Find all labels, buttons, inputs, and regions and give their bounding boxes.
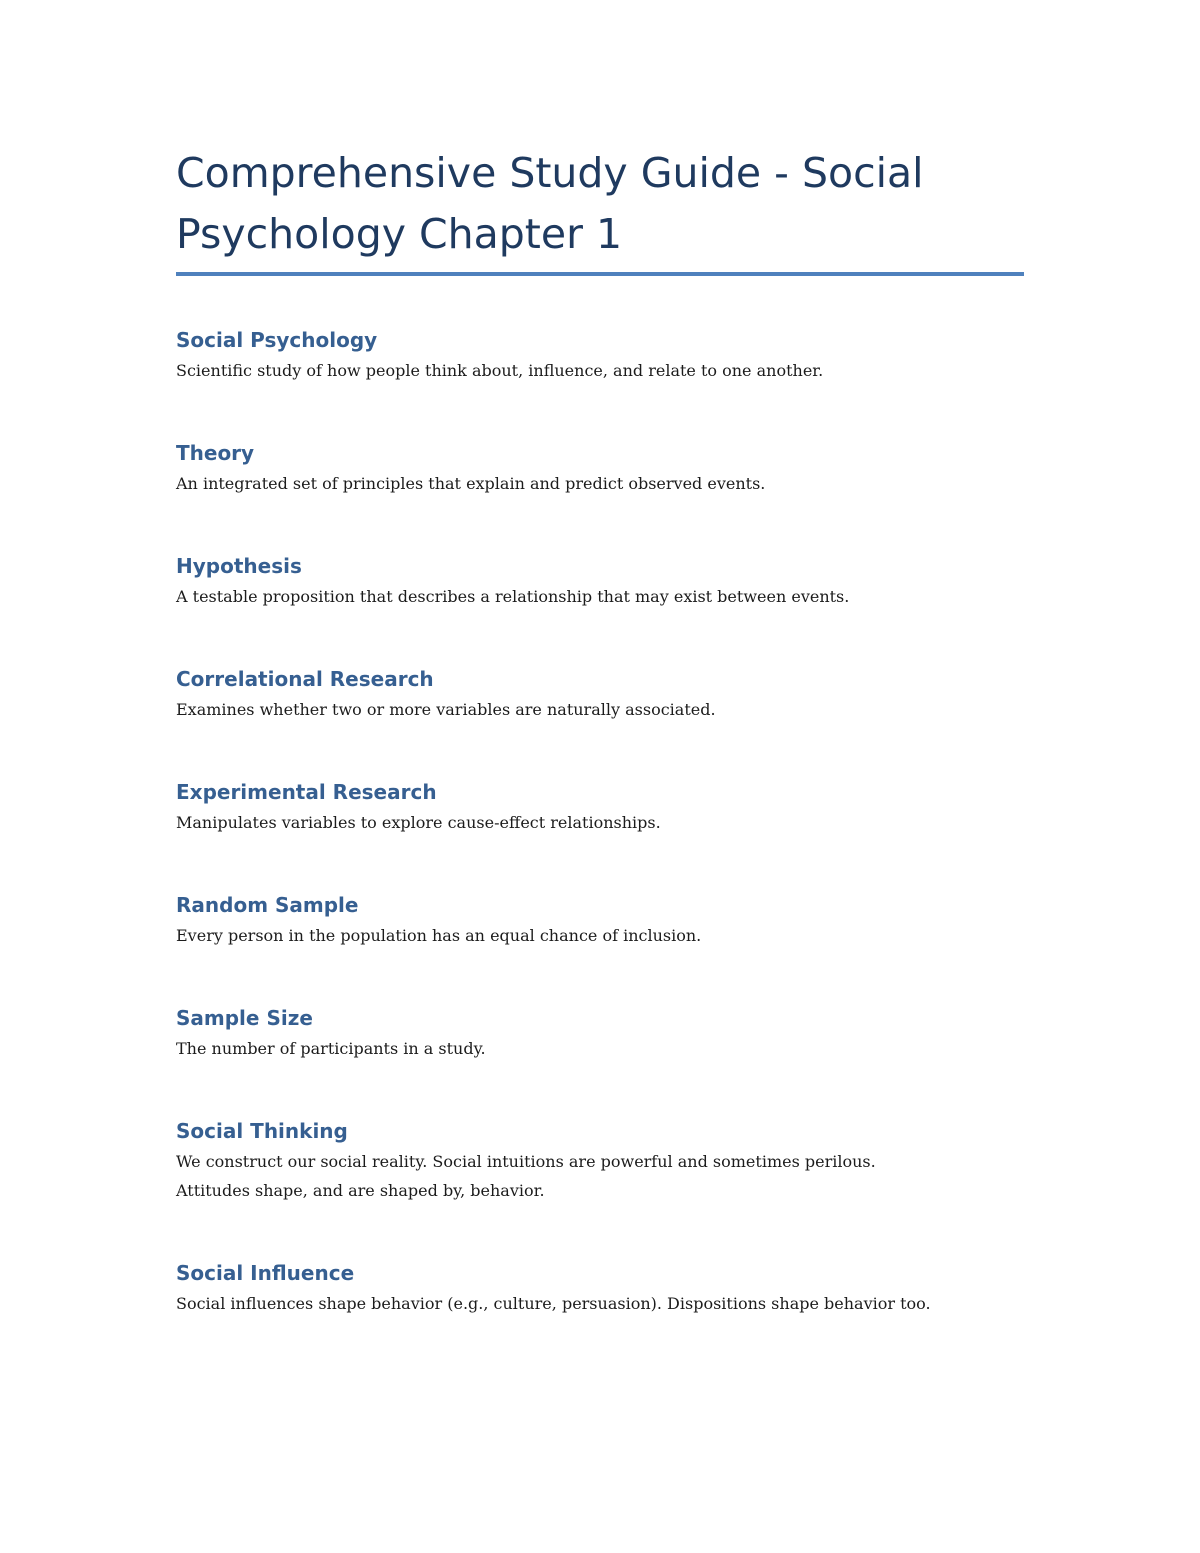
entry-heading: Social Influence bbox=[176, 1261, 355, 1285]
glossary-entry bbox=[176, 324, 1046, 385]
glossary-entry bbox=[176, 889, 1046, 950]
entry-heading: Sample Size bbox=[176, 1006, 313, 1030]
entry-definition bbox=[176, 469, 1046, 498]
entry-definition bbox=[176, 921, 1046, 950]
entry-definition bbox=[176, 356, 1046, 385]
entry-definition-line: Scientific study of how people think about, influence, and relate to one another. bbox=[176, 361, 824, 380]
glossary-entry bbox=[176, 776, 1046, 837]
entry-definition bbox=[176, 1034, 1046, 1063]
entry-definition-line: Attitudes shape, and are shaped by, behavior. bbox=[176, 1181, 545, 1200]
entry-definition bbox=[176, 808, 1046, 837]
document-title bbox=[176, 143, 1026, 265]
glossary-entry bbox=[176, 663, 1046, 724]
entry-definition-line: Social influences shape behavior (e.g., culture, persuasion). Dispositions shape behavior too. bbox=[176, 1294, 931, 1313]
entry-definition-line: The number of participants in a study. bbox=[176, 1039, 486, 1058]
glossary-entry bbox=[176, 1002, 1046, 1063]
entry-definition-line: A testable proposition that describes a relationship that may exist between events. bbox=[176, 587, 850, 606]
document-title-line-2: Psychology Chapter 1 bbox=[176, 210, 623, 258]
entry-definition bbox=[176, 1147, 1046, 1205]
entry-heading: Random Sample bbox=[176, 893, 359, 917]
entry-heading: Social Psychology bbox=[176, 328, 378, 352]
glossary-entries bbox=[176, 324, 1046, 1370]
entry-definition bbox=[176, 582, 1046, 611]
entry-heading: Social Thinking bbox=[176, 1119, 348, 1143]
entry-definition-line: We construct our social reality. Social intuitions are powerful and sometimes perilous. bbox=[176, 1152, 876, 1171]
entry-definition bbox=[176, 695, 1046, 724]
glossary-entry bbox=[176, 550, 1046, 611]
entry-heading: Experimental Research bbox=[176, 780, 437, 804]
glossary-entry bbox=[176, 437, 1046, 498]
entry-heading: Hypothesis bbox=[176, 554, 302, 578]
glossary-entry bbox=[176, 1115, 1046, 1205]
entry-definition-line: Examines whether two or more variables are naturally associated. bbox=[176, 700, 716, 719]
entry-heading: Correlational Research bbox=[176, 667, 434, 691]
entry-definition-line: Every person in the population has an equal chance of inclusion. bbox=[176, 926, 702, 945]
entry-definition bbox=[176, 1289, 1046, 1318]
entry-definition-line: An integrated set of principles that explain and predict observed events. bbox=[176, 474, 766, 493]
entry-definition-line: Manipulates variables to explore cause-effect relationships. bbox=[176, 813, 661, 832]
title-underline-rule bbox=[176, 272, 1024, 276]
document-title-line-1: Comprehensive Study Guide - Social bbox=[176, 149, 924, 197]
document-title-block bbox=[176, 143, 1026, 265]
glossary-entry bbox=[176, 1257, 1046, 1318]
entry-heading: Theory bbox=[176, 441, 255, 465]
